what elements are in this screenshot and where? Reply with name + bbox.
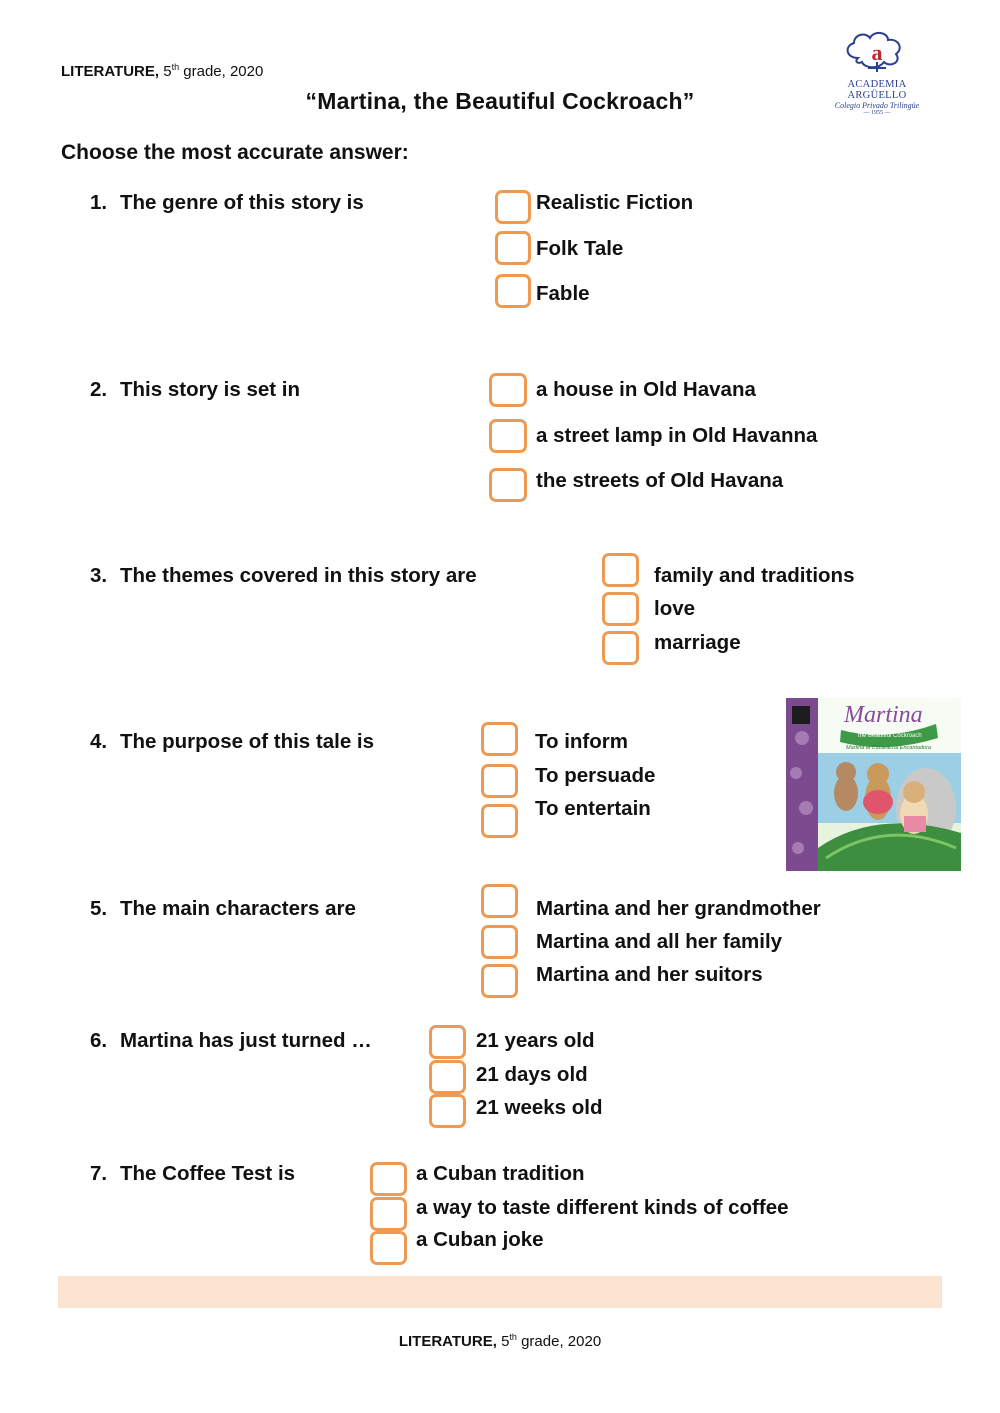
checkbox-q7-a[interactable] [370, 1162, 407, 1196]
checkbox-q4-b[interactable] [481, 764, 518, 798]
checkbox-q3-b[interactable] [602, 592, 639, 626]
question-7 [90, 1162, 295, 1186]
checkbox-q2-a[interactable] [489, 373, 527, 407]
question-number: 7. [90, 1162, 108, 1185]
option-q6-b: 21 days old [476, 1063, 588, 1086]
option-q4-c: To entertain [535, 797, 651, 820]
option-q4-b: To persuade [535, 764, 656, 787]
instruction: Choose the most accurate answer: [61, 141, 409, 164]
question-text: This story is set in [120, 378, 300, 401]
page-title: “Martina, the Beautiful Cockroach” [305, 88, 695, 114]
checkbox-q3-a[interactable] [602, 553, 639, 587]
book-badge: BILINGUAL [927, 698, 955, 704]
question-number: 1. [90, 191, 108, 214]
checkbox-q6-a[interactable] [429, 1025, 466, 1059]
logo-year: — 1955 — [863, 110, 891, 116]
option-q3-b: love [654, 597, 696, 620]
option-q5-c: Martina and her suitors [536, 963, 763, 986]
option-q5-a: Martina and her grandmother [536, 897, 821, 920]
question-4 [90, 730, 374, 754]
checkbox-q4-c[interactable] [481, 804, 518, 838]
option-q3-a: family and traditions [654, 564, 855, 587]
header-grade-number: 5 [163, 63, 172, 80]
option-q2-a: a house in Old Havana [536, 378, 756, 401]
checkbox-q1-b[interactable] [495, 231, 531, 265]
header-grade-suffix: th [171, 62, 180, 72]
question-text: Martina has just turned … [120, 1029, 372, 1052]
book-cover-image [786, 698, 961, 871]
option-q1-b: Folk Tale [536, 237, 624, 260]
tree-emblem-icon [818, 28, 936, 76]
option-q6-c: 21 weeks old [476, 1096, 603, 1119]
question-number: 3. [90, 564, 108, 587]
book-spanish-title: Martina la Cucaracha Encantadora [846, 745, 931, 751]
question-number: 5. [90, 897, 108, 920]
question-2 [90, 378, 300, 402]
checkbox-q5-a[interactable] [481, 884, 518, 918]
question-text: The main characters are [120, 897, 356, 920]
option-q7-b: a way to taste different kinds of coffee [416, 1196, 789, 1219]
option-q2-c: the streets of Old Havana [536, 469, 784, 492]
checkbox-q5-b[interactable] [481, 925, 518, 959]
checkbox-q1-a[interactable] [495, 190, 531, 224]
option-q4-a: To inform [535, 730, 628, 753]
question-number: 2. [90, 378, 108, 401]
question-number: 4. [90, 730, 108, 753]
book-title: Martina [844, 702, 923, 728]
book-subtitle: the Beautiful Cockroach [858, 733, 922, 739]
option-q5-b: Martina and all her family [536, 930, 783, 953]
question-text: The themes covered in this story are [120, 564, 477, 587]
question-3 [90, 564, 477, 588]
svg-text:a: a [871, 40, 883, 65]
question-text: The purpose of this tale is [120, 730, 375, 753]
option-q1-c: Fable [536, 282, 590, 305]
option-q3-c: marriage [654, 631, 741, 654]
checkbox-q5-c[interactable] [481, 964, 518, 998]
option-q7-c: a Cuban joke [416, 1228, 544, 1251]
option-q2-b: a street lamp in Old Havanna [536, 424, 818, 447]
question-text: The genre of this story is [120, 191, 364, 214]
checkbox-q2-c[interactable] [489, 468, 527, 502]
question-number: 6. [90, 1029, 108, 1052]
question-text: The Coffee Test is [120, 1162, 296, 1185]
question-5 [90, 897, 356, 921]
header-grade-text: grade, 2020 [183, 63, 264, 80]
footer-subject: LITERATURE, [398, 1333, 497, 1350]
footer-band [58, 1276, 942, 1308]
checkbox-q2-b[interactable] [489, 419, 527, 453]
logo-subtitle: Colegio Privado Trilingüe [834, 101, 920, 110]
checkbox-q4-a[interactable] [481, 722, 518, 756]
logo-school-name: ACADEMIA ARGÜELLO [847, 79, 907, 101]
question-6 [90, 1029, 372, 1053]
option-q1-a: Realistic Fiction [536, 191, 694, 214]
footer-grade-text: grade, 2020 [521, 1333, 602, 1350]
option-q6-a: 21 years old [476, 1029, 595, 1052]
checkbox-q3-c[interactable] [602, 631, 639, 665]
checkbox-q7-b[interactable] [370, 1197, 407, 1231]
question-1 [90, 191, 364, 215]
footer-grade-line [0, 1332, 1000, 1350]
header-subject: LITERATURE, [61, 63, 160, 80]
checkbox-q6-b[interactable] [429, 1060, 466, 1094]
checkbox-q6-c[interactable] [429, 1094, 466, 1128]
footer-grade-suffix: th [509, 1332, 517, 1342]
checkbox-q1-c[interactable] [495, 274, 531, 308]
header-grade-line [61, 62, 263, 80]
option-q7-a: a Cuban tradition [416, 1162, 585, 1185]
checkbox-q7-c[interactable] [370, 1231, 407, 1265]
footer-grade-number: 5 [501, 1333, 510, 1350]
